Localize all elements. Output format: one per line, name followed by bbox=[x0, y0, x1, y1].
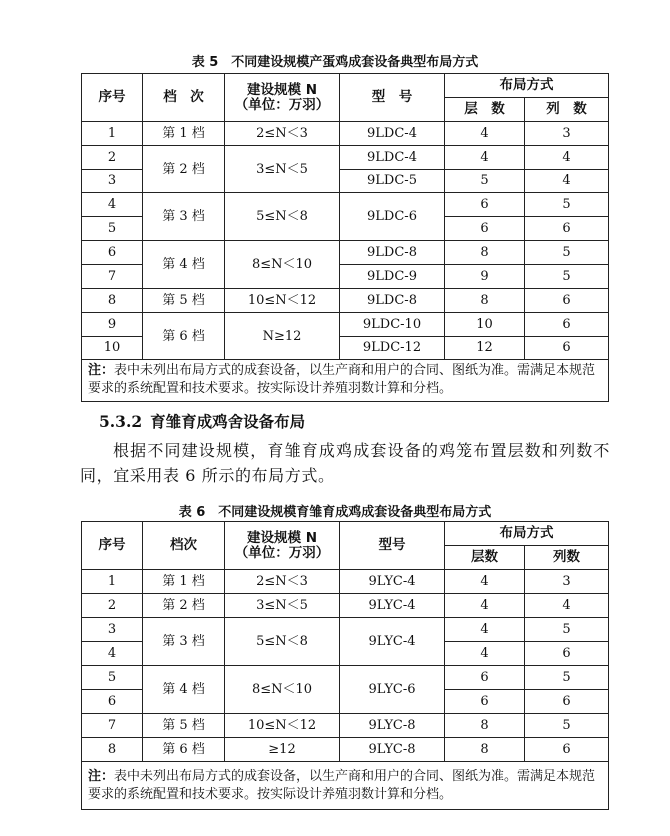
cell-columns: 6 bbox=[525, 216, 609, 240]
cell-seq: 1 bbox=[82, 570, 143, 594]
header-layout: 布局方式 bbox=[445, 522, 609, 546]
cell-seq: 10 bbox=[82, 336, 143, 359]
cell-seq: 3 bbox=[82, 618, 143, 642]
header-scale-line1: 建设规模 N bbox=[247, 529, 317, 546]
cell-columns: 5 bbox=[525, 666, 609, 690]
section-title: 育雏育成鸡舍设备布局 bbox=[150, 412, 306, 431]
table-row bbox=[82, 738, 609, 762]
cell-layers: 4 bbox=[445, 570, 525, 594]
cell-layers: 4 bbox=[445, 146, 525, 169]
cell-grade: 第 4 档 bbox=[143, 240, 225, 288]
note-text: 表中未列出布局方式的成套设备，以生产商和用户的合同、图纸为准。需满足本规范要求的系统配置和技术要求。按实际设计养殖羽数计算和分档。 bbox=[88, 768, 596, 802]
table-row bbox=[82, 618, 609, 642]
table5-note-row bbox=[82, 359, 609, 401]
cell-layers: 4 bbox=[445, 618, 525, 642]
header-scale bbox=[225, 74, 340, 122]
cell-scale: 3≤N＜5 bbox=[225, 594, 340, 618]
cell-seq: 6 bbox=[82, 240, 143, 264]
table-row bbox=[82, 313, 609, 336]
table-row bbox=[82, 122, 609, 146]
table5-note bbox=[82, 359, 609, 401]
cell-columns: 5 bbox=[525, 240, 609, 264]
cell-layers: 10 bbox=[445, 313, 525, 336]
cell-seq: 2 bbox=[82, 146, 143, 169]
cell-model: 9LDC-10 bbox=[340, 313, 445, 336]
cell-scale: 5≤N＜8 bbox=[225, 618, 340, 666]
header-scale bbox=[225, 522, 340, 570]
header-grade: 档次 bbox=[143, 522, 225, 570]
table-row bbox=[82, 240, 609, 264]
cell-model: 9LDC-12 bbox=[340, 336, 445, 359]
cell-grade: 第 5 档 bbox=[143, 714, 225, 738]
table-row bbox=[82, 289, 609, 313]
cell-layers: 8 bbox=[445, 714, 525, 738]
cell-scale: 8≤N＜10 bbox=[225, 666, 340, 714]
cell-scale: 2≤N＜3 bbox=[225, 570, 340, 594]
table5 bbox=[81, 73, 609, 402]
cell-model: 9LYC-4 bbox=[340, 570, 445, 594]
cell-layers: 4 bbox=[445, 642, 525, 666]
cell-grade: 第 3 档 bbox=[143, 192, 225, 240]
note-text: 表中未列出布局方式的成套设备，以生产商和用户的合同、图纸为准。需满足本规范要求的系统配置和技术要求。按实际设计养殖羽数计算和分档。 bbox=[88, 363, 596, 397]
cell-model: 9LDC-6 bbox=[340, 192, 445, 240]
cell-scale: 8≤N＜10 bbox=[225, 240, 340, 288]
cell-model: 9LYC-6 bbox=[340, 666, 445, 714]
cell-grade: 第 2 档 bbox=[143, 594, 225, 618]
cell-columns: 4 bbox=[525, 169, 609, 192]
section-paragraph: 根据不同建设规模，育雏育成鸡成套设备的鸡笼布置层数和列数不同，宜采用表 6 所示的布局方式。 bbox=[80, 441, 610, 485]
header-seq: 序号 bbox=[82, 522, 143, 570]
cell-grade: 第 3 档 bbox=[143, 618, 225, 666]
cell-columns: 5 bbox=[525, 714, 609, 738]
cell-grade: 第 2 档 bbox=[143, 146, 225, 192]
header-layout: 布局方式 bbox=[445, 74, 609, 98]
cell-model: 9LDC-4 bbox=[340, 122, 445, 146]
header-columns: 列数 bbox=[525, 546, 609, 570]
cell-columns: 3 bbox=[525, 570, 609, 594]
table-row bbox=[82, 146, 609, 169]
cell-seq: 2 bbox=[82, 594, 143, 618]
cell-columns: 6 bbox=[525, 289, 609, 313]
note-label: 注： bbox=[88, 363, 115, 379]
cell-columns: 6 bbox=[525, 642, 609, 666]
table6-note bbox=[82, 762, 609, 810]
cell-model: 9LDC-8 bbox=[340, 289, 445, 313]
cell-seq: 4 bbox=[82, 642, 143, 666]
cell-scale: 10≤N＜12 bbox=[225, 289, 340, 313]
cell-layers: 6 bbox=[445, 192, 525, 216]
cell-layers: 8 bbox=[445, 240, 525, 264]
cell-layers: 9 bbox=[445, 265, 525, 289]
cell-model: 9LDC-9 bbox=[340, 265, 445, 289]
header-columns: 列 数 bbox=[525, 98, 609, 122]
cell-scale: 3≤N＜5 bbox=[225, 146, 340, 192]
cell-model: 9LDC-5 bbox=[340, 169, 445, 192]
table-row bbox=[82, 666, 609, 690]
table6-header-row bbox=[82, 522, 609, 546]
header-seq: 序号 bbox=[82, 74, 143, 122]
header-model: 型号 bbox=[340, 522, 445, 570]
cell-model: 9LDC-8 bbox=[340, 240, 445, 264]
cell-grade: 第 1 档 bbox=[143, 122, 225, 146]
table6-note-row bbox=[82, 762, 609, 810]
section-heading bbox=[99, 410, 313, 432]
cell-columns: 6 bbox=[525, 738, 609, 762]
cell-seq: 5 bbox=[82, 216, 143, 240]
header-scale-line2: （单位：万羽） bbox=[234, 96, 330, 113]
cell-grade: 第 5 档 bbox=[143, 289, 225, 313]
table-row bbox=[82, 594, 609, 618]
cell-seq: 5 bbox=[82, 666, 143, 690]
cell-model: 9LYC-8 bbox=[340, 714, 445, 738]
cell-seq: 8 bbox=[82, 289, 143, 313]
header-layers: 层数 bbox=[445, 546, 525, 570]
cell-grade: 第 6 档 bbox=[143, 313, 225, 359]
cell-seq: 1 bbox=[82, 122, 143, 146]
table-row bbox=[82, 192, 609, 216]
cell-layers: 6 bbox=[445, 690, 525, 714]
cell-model: 9LDC-4 bbox=[340, 146, 445, 169]
cell-seq: 6 bbox=[82, 690, 143, 714]
cell-model: 9LYC-8 bbox=[340, 738, 445, 762]
table6 bbox=[81, 521, 609, 810]
header-scale-line2: （单位：万羽） bbox=[234, 544, 330, 561]
cell-grade: 第 1 档 bbox=[143, 570, 225, 594]
cell-columns: 6 bbox=[525, 336, 609, 359]
cell-layers: 8 bbox=[445, 289, 525, 313]
section-number: 5.3.2 bbox=[99, 412, 143, 431]
cell-layers: 6 bbox=[445, 216, 525, 240]
cell-seq: 4 bbox=[82, 192, 143, 216]
header-grade: 档 次 bbox=[143, 74, 225, 122]
cell-scale: 5≤N＜8 bbox=[225, 192, 340, 240]
cell-grade: 第 4 档 bbox=[143, 666, 225, 714]
cell-grade: 第 6 档 bbox=[143, 738, 225, 762]
header-layers: 层 数 bbox=[445, 98, 525, 122]
cell-columns: 6 bbox=[525, 690, 609, 714]
cell-scale: ≥12 bbox=[225, 738, 340, 762]
table-row bbox=[82, 570, 609, 594]
cell-model: 9LYC-4 bbox=[340, 594, 445, 618]
header-scale-line1: 建设规模 N bbox=[247, 81, 317, 98]
cell-scale: N≥12 bbox=[225, 313, 340, 359]
cell-scale: 10≤N＜12 bbox=[225, 714, 340, 738]
cell-seq: 8 bbox=[82, 738, 143, 762]
cell-layers: 6 bbox=[445, 666, 525, 690]
cell-model: 9LYC-4 bbox=[340, 618, 445, 666]
cell-columns: 5 bbox=[525, 618, 609, 642]
cell-layers: 4 bbox=[445, 122, 525, 146]
note-label: 注： bbox=[88, 768, 115, 784]
cell-layers: 8 bbox=[445, 738, 525, 762]
cell-layers: 4 bbox=[445, 594, 525, 618]
table5-header-row bbox=[82, 74, 609, 98]
cell-columns: 5 bbox=[525, 265, 609, 289]
cell-seq: 9 bbox=[82, 313, 143, 336]
cell-layers: 12 bbox=[445, 336, 525, 359]
table5-caption: 表 5 不同建设规模产蛋鸡成套设备典型布局方式 bbox=[191, 55, 479, 70]
cell-seq: 7 bbox=[82, 714, 143, 738]
cell-scale: 2≤N＜3 bbox=[225, 122, 340, 146]
cell-columns: 4 bbox=[525, 146, 609, 169]
cell-seq: 3 bbox=[82, 169, 143, 192]
table-row bbox=[82, 714, 609, 738]
cell-layers: 5 bbox=[445, 169, 525, 192]
cell-columns: 4 bbox=[525, 594, 609, 618]
table6-caption: 表 6 不同建设规模育雏育成鸡成套设备典型布局方式 bbox=[178, 505, 492, 520]
cell-columns: 5 bbox=[525, 192, 609, 216]
cell-seq: 7 bbox=[82, 265, 143, 289]
header-model: 型 号 bbox=[340, 74, 445, 122]
cell-columns: 3 bbox=[525, 122, 609, 146]
cell-columns: 6 bbox=[525, 313, 609, 336]
